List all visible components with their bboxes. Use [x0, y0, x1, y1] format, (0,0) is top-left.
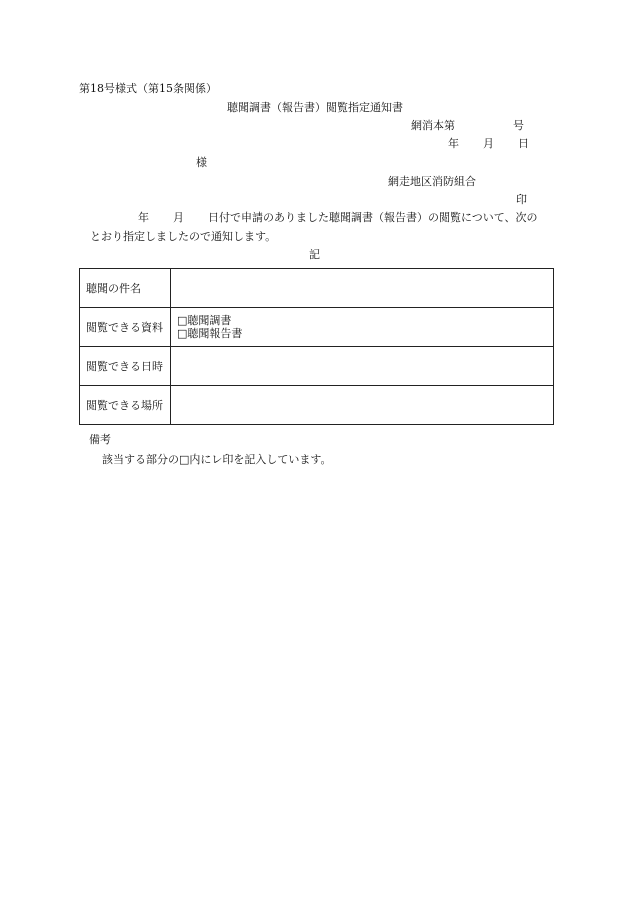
material-option-record: □聴聞調書: [177, 314, 232, 327]
datetime-value: [171, 347, 554, 386]
subject-value: [171, 269, 554, 308]
material-option-report: □聴聞報告書: [177, 327, 243, 340]
body-line-2: とおり指定しましたので通知します。: [90, 230, 277, 243]
place-label: 閲覧できる場所: [80, 386, 171, 425]
body-line-1-text: 日付で申請のありました聴聞調書（報告書）の閲覧について、次の: [208, 211, 538, 224]
issue-date-day: 日: [518, 137, 529, 150]
note-heading: 記: [309, 248, 320, 261]
table-row: [80, 269, 554, 308]
details-table: [79, 268, 554, 425]
table-row: [80, 386, 554, 425]
document-number-suffix: 号: [513, 119, 524, 132]
issue-date-month: 月: [483, 137, 494, 150]
remarks-heading: 備考: [89, 433, 111, 446]
issue-date-year: 年: [448, 137, 459, 150]
remarks-text: 該当する部分の□内にレ印を記入しています。: [102, 453, 332, 466]
body-line-1: [138, 212, 538, 223]
body-month: 月: [173, 211, 184, 224]
materials-label: 閲覧できる資料: [80, 308, 171, 347]
issuer-name: 網走地区消防組合: [388, 175, 476, 188]
form-number: 第18号様式（第15条関係）: [79, 82, 217, 95]
materials-value: [171, 308, 554, 347]
addressee-suffix: 様: [196, 156, 207, 169]
place-value: [171, 386, 554, 425]
table-row: [80, 347, 554, 386]
body-year: 年: [138, 211, 149, 224]
subject-label: 聴聞の件名: [80, 269, 171, 308]
seal-mark: 印: [516, 193, 527, 206]
document-number: [411, 120, 524, 131]
datetime-label: 閲覧できる日時: [80, 347, 171, 386]
document-number-prefix: 網消本第: [411, 119, 455, 132]
issue-date: [448, 138, 529, 149]
table-row: [80, 308, 554, 347]
document-title: 聴聞調書（報告書）閲覧指定通知書: [227, 101, 403, 114]
